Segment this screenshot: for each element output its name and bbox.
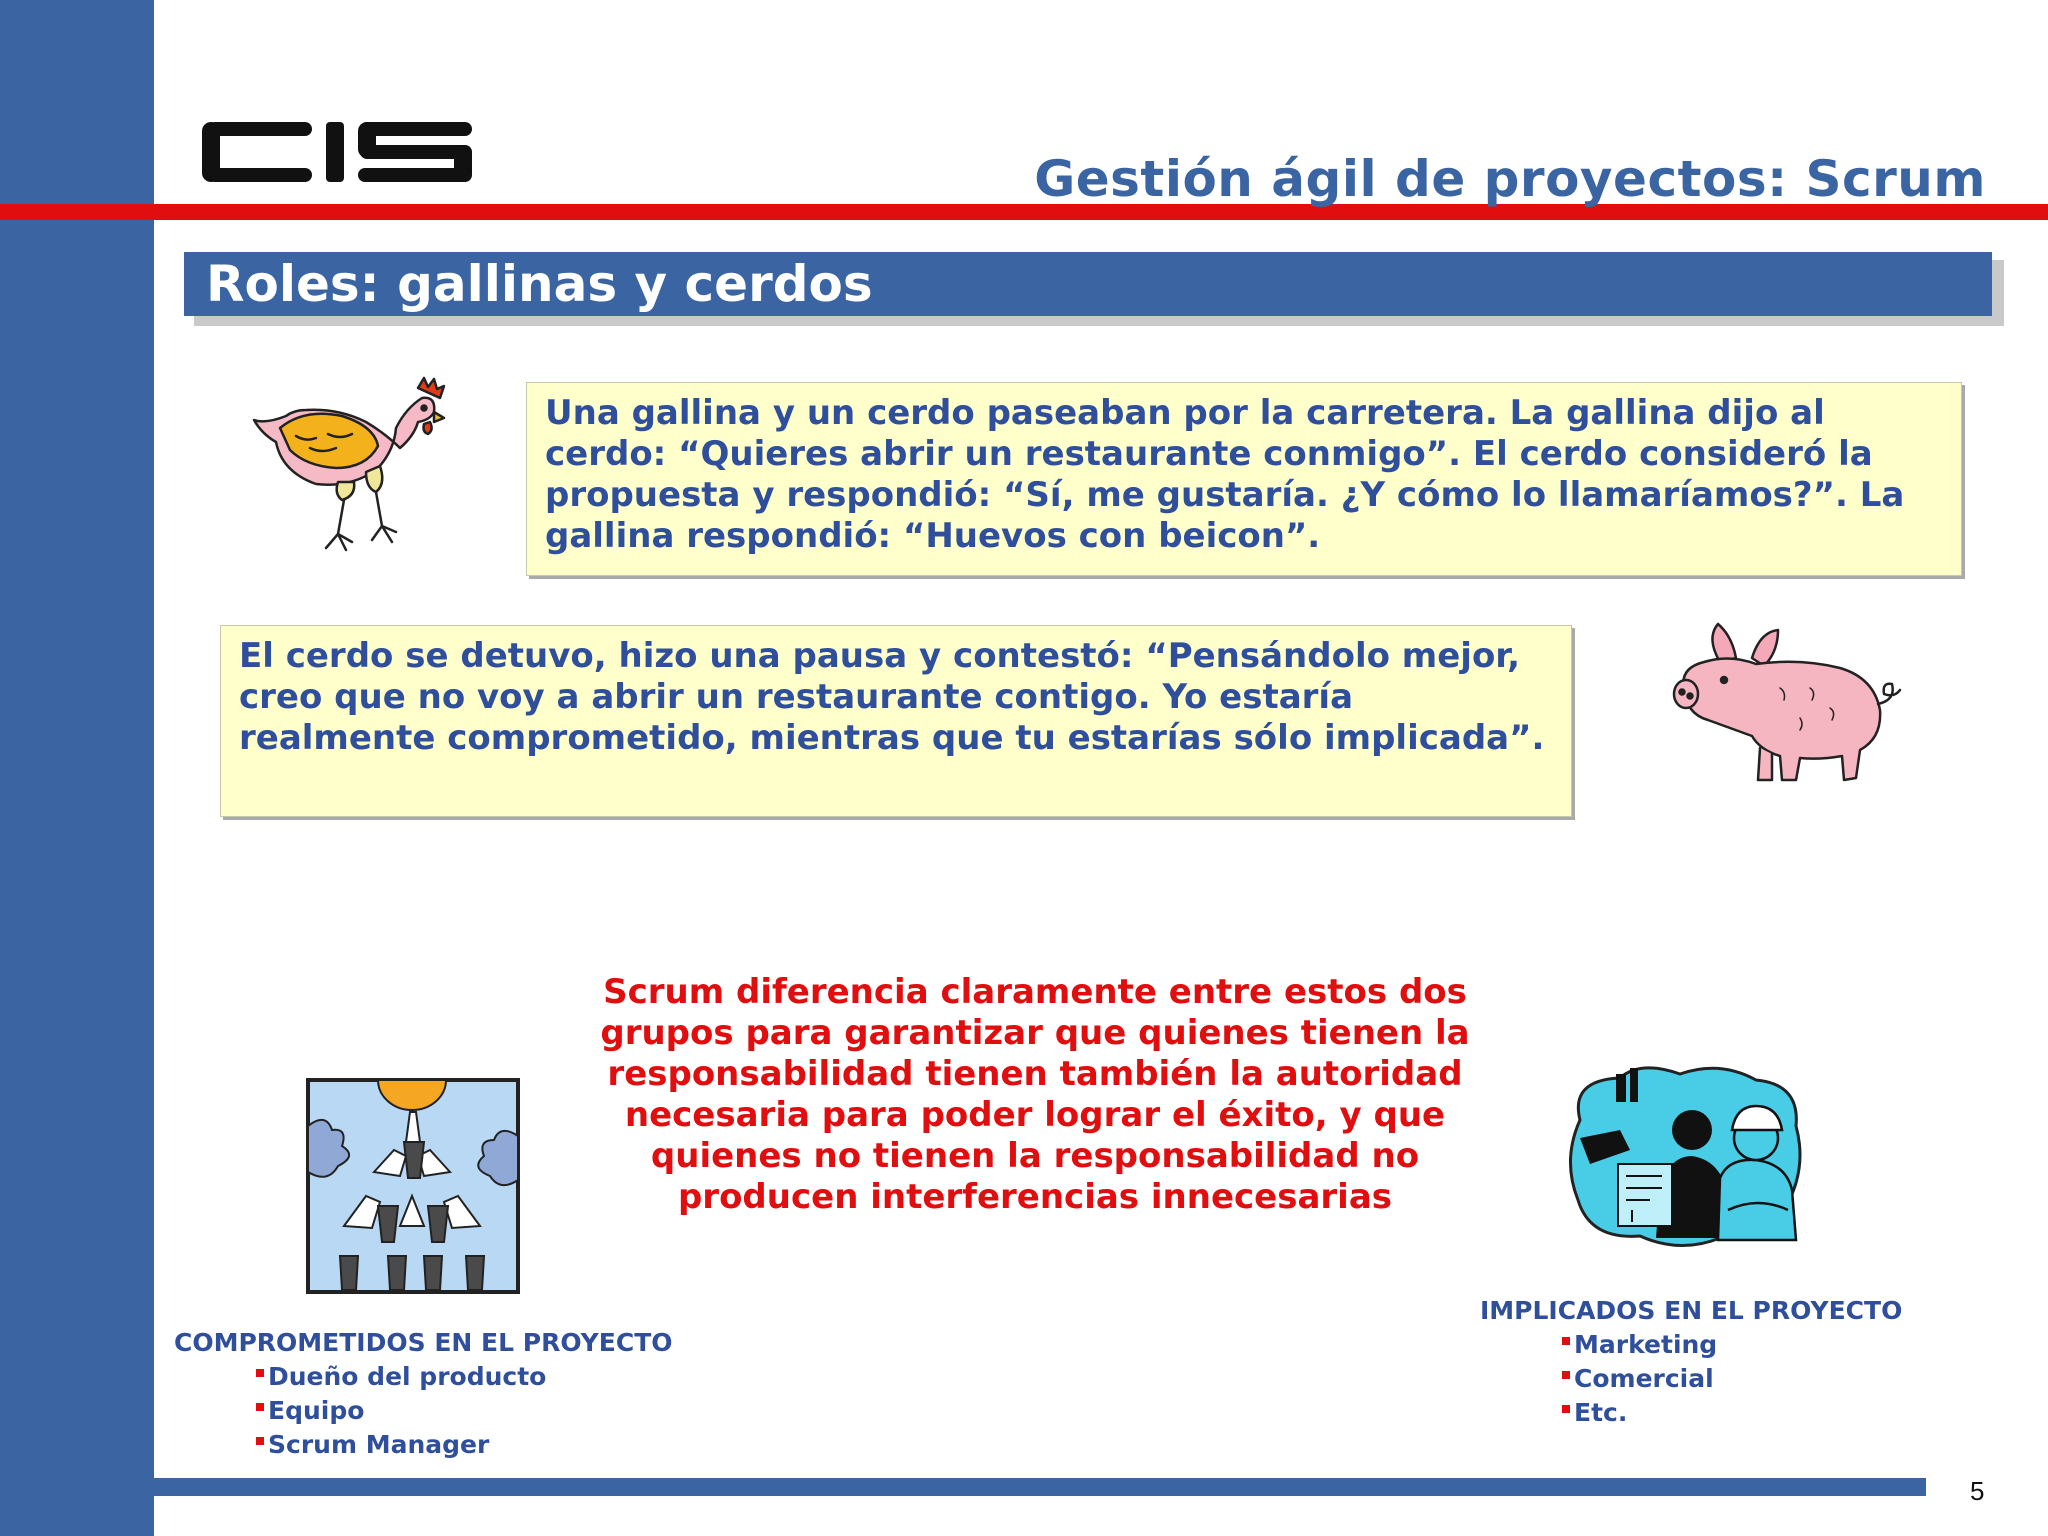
- list-item-label: Scrum Manager: [268, 1430, 490, 1459]
- bullet-icon: [1562, 1405, 1570, 1413]
- bullet-icon: [256, 1403, 264, 1411]
- list-item: [256, 1394, 546, 1428]
- bullet-icon: [1562, 1371, 1570, 1379]
- workers-icon: [1560, 1060, 1810, 1250]
- pig-story-box: [220, 625, 1572, 817]
- pig-icon: [1660, 618, 1910, 798]
- list-item: [1562, 1328, 1717, 1362]
- hen-story-text: Una gallina y un cerdo paseaban por la carretera. La gallina dijo al cerdo: “Quieres abrir un restaurante conmigo”. El cerdo consideró la propuesta y respondió: “Sí, me gustaría. ¿Y cómo lo llamaríamos?”. La gallina respondió: “Huevos con beicon”.: [545, 393, 1905, 556]
- left-accent-bar: [0, 0, 154, 1536]
- bullet-icon: [256, 1437, 264, 1445]
- hen-icon: [246, 364, 446, 564]
- list-item-label: Equipo: [268, 1396, 365, 1425]
- human-pyramid-icon: [304, 1076, 522, 1296]
- scrum-conclusion: Scrum diferencia claramente entre estos dos grupos para garantizar que quienes tienen la responsabilidad tienen también la autoridad necesaria para poder lograr el éxito, y que quienes no tienen la responsabilidad no producen interferencias innecesarias: [600, 972, 1470, 1217]
- bullet-icon: [1562, 1337, 1570, 1345]
- page-number: 5: [1970, 1476, 1985, 1506]
- list-item: [1562, 1396, 1717, 1430]
- cis-logo: [202, 118, 474, 186]
- committed-list: [256, 1360, 546, 1462]
- presentation-title: Gestión ágil de proyectos: Scrum: [1034, 150, 1986, 208]
- footer-bar: [154, 1478, 1926, 1496]
- list-item-label: Marketing: [1574, 1330, 1718, 1359]
- list-item: [256, 1428, 546, 1462]
- list-item-label: Dueño del producto: [268, 1362, 547, 1391]
- section-title: Roles: gallinas y cerdos: [206, 255, 873, 313]
- pig-story-text: El cerdo se detuvo, hizo una pausa y contestó: “Pensándolo mejor, creo que no voy a abrir un restaurante contigo. Yo estaría realmente comprometido, mientras que tu estarías sólo implicada”.: [239, 636, 1545, 758]
- list-item-label: Comercial: [1574, 1364, 1714, 1393]
- involved-title: IMPLICADOS EN EL PROYECTO: [1480, 1296, 1903, 1325]
- list-item: [1562, 1362, 1717, 1396]
- committed-title: COMPROMETIDOS EN EL PROYECTO: [174, 1328, 673, 1357]
- involved-list: [1562, 1328, 1717, 1430]
- bullet-icon: [256, 1369, 264, 1377]
- list-item-label: Etc.: [1574, 1398, 1628, 1427]
- hen-story-box: [526, 382, 1962, 576]
- list-item: [256, 1360, 546, 1394]
